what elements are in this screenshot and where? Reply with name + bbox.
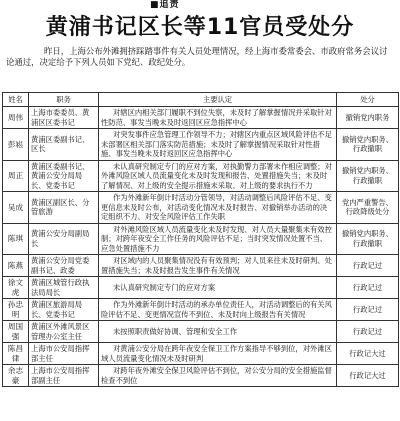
official-position: 黄浦区旅游局局长、党委书记 bbox=[29, 299, 99, 321]
penalty-text: 党内严重警告、行政降级处分 bbox=[337, 192, 399, 224]
finding-text: 对黄浦公安分局在跨年夜安全保卫工作方案指导不够到位，对外滩区域人员流量变化情况未及时研判 bbox=[99, 343, 337, 365]
finding-text: 未认真研究制定专门的应对方案，对执勤警力部署未作相应调整；对外滩风险区域人员流量变化未及时发现和报告、处置措施失当；未及时了解情况、对上级的安全提示措施未采取、对上级的要求执行不力 bbox=[99, 160, 337, 192]
table-row bbox=[3, 255, 399, 277]
table-row bbox=[3, 365, 399, 387]
official-name: 陈燕 bbox=[3, 255, 29, 277]
finding-text: 对外滩风险区域人员流量变化未及时发现、对人员大量聚集未有效控制；对跨年夜安全工作任务的风险评估不足；当时突发情况处置不当、应急处置措施不力 bbox=[99, 223, 337, 255]
table-row bbox=[3, 107, 399, 129]
finding-text: 未按照职责做好协调、管理和安全工作 bbox=[99, 321, 337, 343]
official-name: 徐文虎 bbox=[3, 277, 29, 299]
official-position: 黄浦区副区长、分管旅游 bbox=[29, 192, 99, 224]
penalty-text: 撤销党内职务 bbox=[337, 107, 399, 129]
header-position: 职务 bbox=[29, 93, 99, 107]
header-name: 姓名 bbox=[3, 93, 29, 107]
official-position: 黄浦区外滩风景区管理办公室主任 bbox=[29, 321, 99, 343]
finding-text: 对区域内的人员聚集情况没有有效预判；对人员来往未及时研判、处置措施失当；未及时报告发生事件有关情况 bbox=[99, 255, 337, 277]
penalty-table bbox=[2, 92, 399, 387]
penalty-text: 行政记过 bbox=[337, 277, 399, 299]
section-tag: ■追责 bbox=[150, 0, 180, 10]
table-row bbox=[3, 321, 399, 343]
finding-text: 作为外滩新年倒计时活动分管领导，对活动调整后风险评估不足、变更信息未及时公布，对活动变化情况未及时报告、对撤销举办活动的决定组织不力、对安全风险评估工作失职 bbox=[99, 192, 337, 224]
penalty-text: 撤销党内职务、行政撤职 bbox=[337, 160, 399, 192]
official-name: 陈琪 bbox=[3, 223, 29, 255]
header-finding: 主要认定 bbox=[99, 93, 337, 107]
penalty-text: 行政记大过 bbox=[337, 365, 399, 387]
section-bar bbox=[0, 0, 400, 12]
official-position: 黄浦公安分局党委副书记、政委 bbox=[29, 255, 99, 277]
table-row bbox=[3, 299, 399, 321]
table-row bbox=[3, 223, 399, 255]
official-position: 黄浦公安分局副局长 bbox=[29, 223, 99, 255]
official-name: 彭崧 bbox=[3, 129, 29, 161]
official-position: 黄浦区委副书记、黄浦公安分局局长、党委书记 bbox=[29, 160, 99, 192]
finding-text: 作为外滩新年倒计时活动的承办单位责任人，对活动调整后的有关风险评估不足、变更情况宣传不到位、未及时向上级报告有关情况 bbox=[99, 299, 337, 321]
intro-paragraph: 昨日，上海公布外滩拥挤踩踏事件有关人员处理情况，经上海市委常委会、市政府常务会议讨论通过，决定给予下列人员如下党纪、政纪处分。 bbox=[6, 46, 388, 67]
table-row bbox=[3, 129, 399, 161]
table-header-row bbox=[3, 93, 399, 107]
official-position: 上海市委委员、黄浦区区委书记 bbox=[29, 107, 99, 129]
penalty-text: 撤销党内职务、行政撤职 bbox=[337, 223, 399, 255]
headline: 黄浦书记区长等11官员受处分 bbox=[45, 15, 355, 40]
official-position: 黄浦区委副书记、区长 bbox=[29, 129, 99, 161]
official-position: 黄浦区城管行政执法局局长 bbox=[29, 277, 99, 299]
penalty-text: 行政记过 bbox=[337, 321, 399, 343]
official-name: 余志豪 bbox=[3, 365, 29, 387]
official-position: 上海市公安局指挥部副主任 bbox=[29, 365, 99, 387]
table-row bbox=[3, 192, 399, 224]
penalty-text: 行政记过 bbox=[337, 255, 399, 277]
finding-text: 对跨年夜外滩安全保卫风险评估不到位，对公安分局的安全措施监督检查不到位 bbox=[99, 365, 337, 387]
official-name: 周国强 bbox=[3, 321, 29, 343]
finding-text: 未认真研究制定专门的应对方案 bbox=[99, 277, 337, 299]
official-name: 吴成 bbox=[3, 192, 29, 224]
penalty-text: 行政记大过 bbox=[337, 343, 399, 365]
penalty-text: 撤销党内职务、行政撤职 bbox=[337, 129, 399, 161]
finding-text: 对辖区内相关部门履职不到位失察，未及时了解掌握情况并采取针对性防范、事发当晚未及时返回区应急指挥中心 bbox=[99, 107, 337, 129]
official-name: 周伟 bbox=[3, 107, 29, 129]
official-name: 孙忠明 bbox=[3, 299, 29, 321]
official-position: 上海市公安局指挥部主任 bbox=[29, 343, 99, 365]
penalty-text: 行政记过 bbox=[337, 299, 399, 321]
official-name: 陈昌律 bbox=[3, 343, 29, 365]
header-penalty: 处分 bbox=[337, 93, 399, 107]
finding-text: 对突发事件应急管理工作领导不力；对辖区内重点区域风险评估不足未部署区相关部门落实防范措施；未及时了解掌握情况采取针对性措施、事发当晚未及时返回区应急指挥中心 bbox=[99, 129, 337, 161]
official-name: 周正 bbox=[3, 160, 29, 192]
table-row bbox=[3, 277, 399, 299]
table-row bbox=[3, 343, 399, 365]
table-row bbox=[3, 160, 399, 192]
